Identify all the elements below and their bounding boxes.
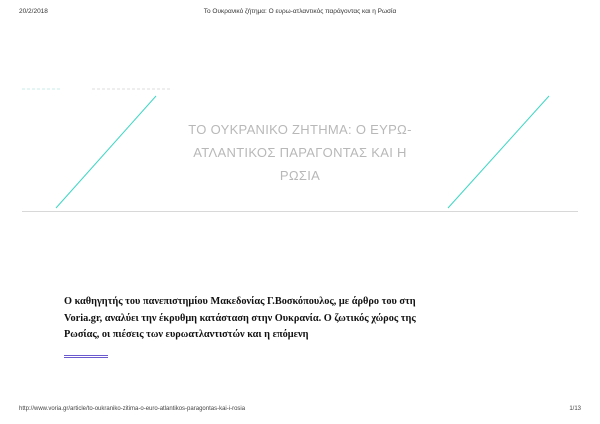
hero-faint-marks: [22, 88, 172, 91]
lead-line: Voria.gr, αναλύει την έκρυθμη κατάσταση στην Ουκρανία. Ο ζωτικός χώρος της: [64, 312, 416, 324]
hero-banner: [22, 88, 578, 214]
left-diagonal-line: [56, 96, 156, 208]
right-diagonal-line: [448, 96, 549, 208]
lead-line: Ο καθηγητής του πανεπιστημίου Μακεδονίας Γ.Βοσκόπουλος, με άρθρο του στη: [64, 296, 416, 307]
print-header: [0, 8, 600, 20]
lead-paragraph: [64, 294, 544, 344]
print-footer: [0, 406, 600, 416]
lead-line: Ρωσίας, οι πιέσεις των ευρωατλαντιστών και η επόμενη: [64, 329, 309, 340]
hero-title-line: ΡΩΣΙΑ: [279, 168, 321, 183]
hero-title: [182, 118, 418, 187]
read-more-link-underline[interactable]: [64, 355, 108, 358]
print-date: 20/2/2018: [19, 8, 48, 15]
hero-divider: [22, 211, 578, 212]
hero-title-line: ΤΟ ΟΥΚΡΑΝΙΚΟ ΖΗΤΗΜΑ: Ο ΕΥΡΩ-: [188, 122, 412, 137]
print-page-number: 1/13: [569, 406, 581, 412]
print-url: http://www.voria.gr/article/to-oukraniko-zitima-o-euro-atlantikos-paragontas-kai-i-rosia: [19, 406, 246, 412]
article-lead: [64, 294, 544, 344]
print-page-title: Το Ουκρανικό ζήτημα: Ο ευρω-ατλαντικός παράγοντας και η Ρωσία: [203, 8, 397, 15]
hero-title-line: ΑΤΛΑΝΤΙΚΟΣ ΠΑΡΑΓΟΝΤΑΣ ΚΑΙ Η: [193, 145, 407, 160]
